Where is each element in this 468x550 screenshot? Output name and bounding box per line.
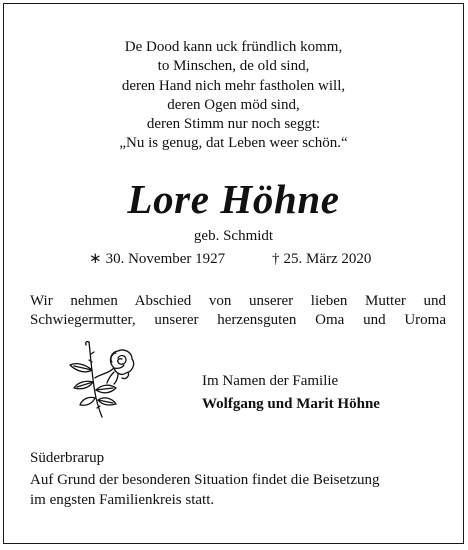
- poem-line: „Nu is genug, dat Leben weer schön.“: [119, 135, 348, 152]
- farewell-text: [30, 292, 446, 330]
- rose-icon: [52, 338, 142, 418]
- funeral-notice-line: im engsten Familienkreis statt.: [30, 491, 215, 508]
- deceased-name: Lore Höhne: [127, 176, 340, 222]
- poem-line: deren Ogen möd sind,: [167, 96, 300, 113]
- family-intro: Im Namen der Familie: [202, 373, 339, 389]
- death-date-text: 25. März 2020: [283, 251, 372, 267]
- poem-line: deren Stimm nur noch seggt:: [146, 116, 321, 133]
- birth-name: geb. Schmidt: [193, 228, 274, 244]
- death-date: [272, 249, 371, 269]
- birth-date-text: 30. November 1927: [105, 251, 226, 267]
- death-cross-icon: †: [272, 251, 280, 267]
- family-signature: [202, 370, 380, 416]
- funeral-notice-line: Auf Grund der besonderen Situation findet die Beisetzung: [30, 472, 380, 488]
- farewell-line: Schwiegermutter, unserer herzensguten Oma und Uroma: [30, 312, 446, 328]
- poem-line: deren Hand nich mehr fastholen will,: [121, 77, 346, 94]
- place-name: Süderbrarup: [30, 450, 105, 466]
- farewell-line: Wir nehmen Abschied von unserer lieben Mutter und: [30, 293, 446, 309]
- poem: [4, 38, 463, 154]
- obituary-notice: [3, 3, 464, 544]
- poem-line: De Dood kann uck fründlich komm,: [124, 39, 343, 55]
- birth-date: [89, 249, 225, 269]
- poem-line: to Minschen, de old sind,: [157, 58, 310, 75]
- family-names: Wolfgang und Marit Höhne: [202, 396, 380, 412]
- birth-star-icon: ∗: [89, 251, 102, 267]
- funeral-notice: [30, 471, 380, 510]
